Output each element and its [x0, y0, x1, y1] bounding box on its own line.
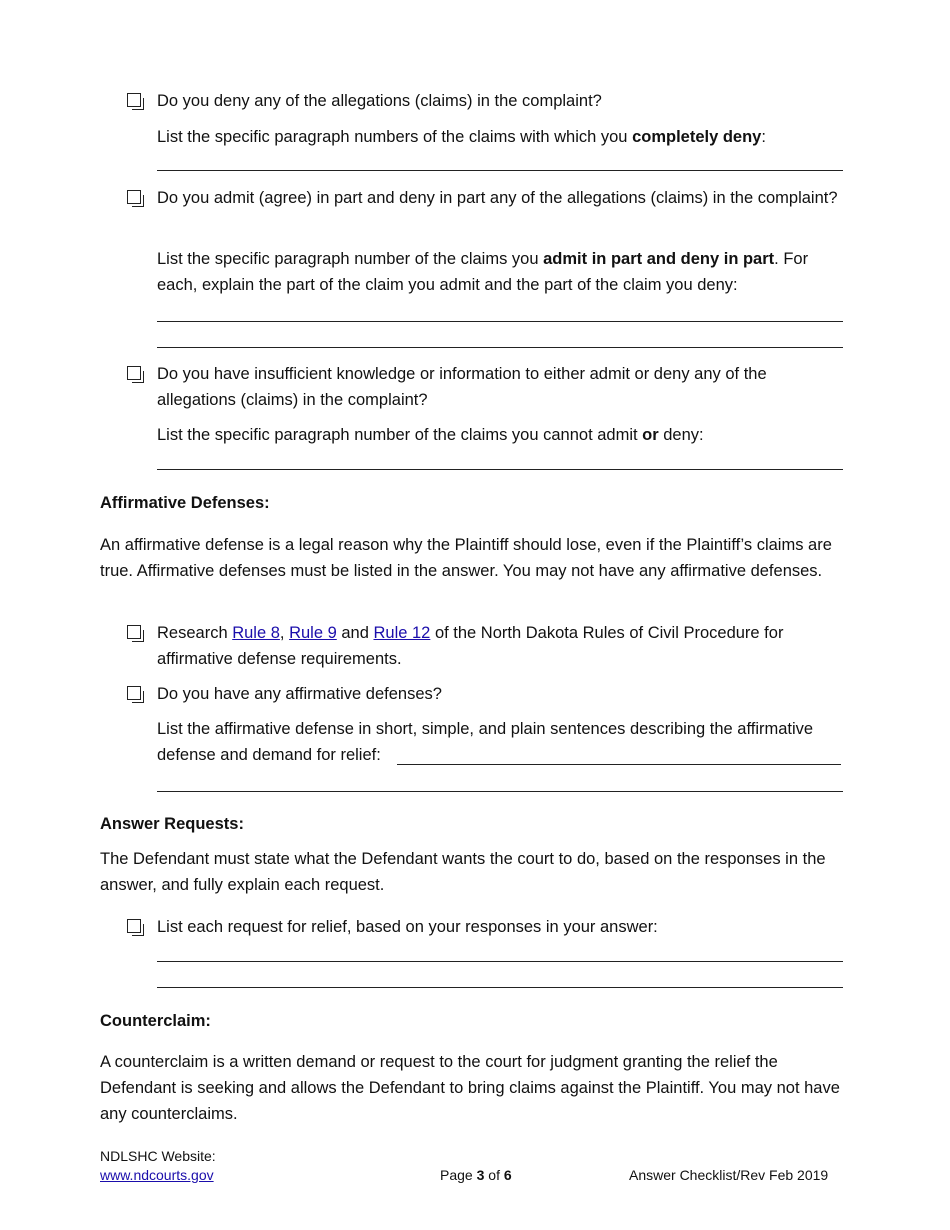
affirmative-question: Do you have any affirmative defenses? — [157, 685, 442, 703]
partial-list-instruction: List the specific paragraph number of the claims you admit in part and deny in part. For each, explain the part of the claim you admit and the part of the claim you deny: — [157, 250, 809, 294]
deny-checkbox[interactable] — [127, 93, 141, 107]
partial-answer-line-2[interactable] — [157, 347, 843, 348]
rule8-link[interactable]: Rule 8 — [232, 624, 280, 642]
affirmative-answer-line-inline[interactable] — [397, 764, 841, 765]
answer-requests-intro: The Defendant must state what the Defendant wants the court to do, based on the responses in the answer, and fully explain each request. — [100, 850, 826, 894]
relief-checkbox[interactable] — [127, 919, 141, 933]
counterclaim-heading: Counterclaim: — [100, 1012, 211, 1030]
insufficient-answer-line[interactable] — [157, 469, 843, 470]
research-text: Research Rule 8, Rule 9 and Rule 12 of the North Dakota Rules of Civil Procedure for affirmative defense requirements. — [157, 624, 784, 668]
insufficient-question: Do you have insufficient knowledge or information to either admit or deny any of the allegations (claims) in the complaint? — [157, 365, 767, 409]
footer-site-label: NDLSHC Website: — [100, 1148, 216, 1164]
footer-doc-id: Answer Checklist/Rev Feb 2019 — [629, 1167, 829, 1183]
insufficient-list-instruction: List the specific paragraph number of the claims you cannot admit or deny: — [157, 426, 704, 444]
relief-answer-line-1[interactable] — [157, 961, 843, 962]
footer-site-link[interactable]: www.ndcourts.gov — [100, 1167, 214, 1183]
relief-answer-line-2[interactable] — [157, 987, 843, 988]
deny-answer-line[interactable] — [157, 170, 843, 171]
affirmative-list-instruction: List the affirmative defense in short, simple, and plain sentences describing the affirmative defense and demand for relief: — [157, 720, 814, 764]
affirmative-intro: An affirmative defense is a legal reason why the Plaintiff should lose, even if the Plaintiff’s claims are true. Affirmative defenses must be listed in the answer. You may not have any affirmative defenses. — [100, 536, 832, 580]
counterclaim-intro: A counterclaim is a written demand or request to the court for judgment granting the relief the Defendant is seeking and allows the Defendant to bring claims against the Plaintiff. You may not have any counterclaims. — [100, 1053, 840, 1123]
affirmative-answer-line-2[interactable] — [157, 791, 843, 792]
rule12-link[interactable]: Rule 12 — [373, 624, 431, 642]
partial-checkbox[interactable] — [127, 190, 141, 204]
footer-page-number: Page 3 of 6 — [440, 1167, 512, 1183]
affirmative-heading: Affirmative Defenses: — [100, 494, 270, 512]
research-checkbox[interactable] — [127, 625, 141, 639]
partial-answer-line-1[interactable] — [157, 321, 843, 322]
deny-question: Do you deny any of the allegations (claims) in the complaint? — [157, 92, 602, 110]
answer-requests-heading: Answer Requests: — [100, 815, 244, 833]
affirmative-checkbox[interactable] — [127, 686, 141, 700]
insufficient-checkbox[interactable] — [127, 366, 141, 380]
relief-question: List each request for relief, based on your responses in your answer: — [157, 918, 658, 936]
deny-list-instruction: List the specific paragraph numbers of the claims with which you completely deny: — [157, 128, 766, 146]
partial-question: Do you admit (agree) in part and deny in part any of the allegations (claims) in the complaint? — [157, 189, 838, 207]
rule9-link[interactable]: Rule 9 — [289, 624, 337, 642]
